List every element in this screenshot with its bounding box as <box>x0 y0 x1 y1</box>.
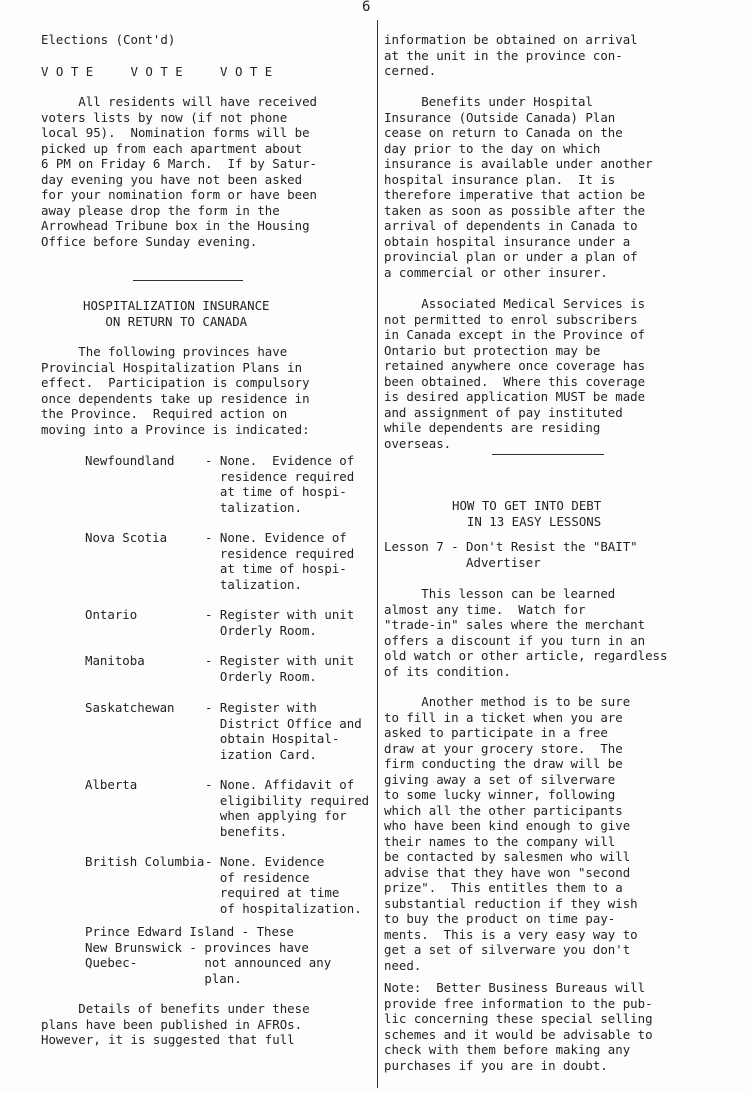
continuation-paragraph: information be obtained on arrival at the unit in the province con- cerned. <box>384 32 638 78</box>
province-requirement: - Register with District Office and obtain Hospital- ization Card. <box>205 700 362 762</box>
province-name: Saskatchewan <box>85 700 175 715</box>
page-number: 6 <box>362 0 371 15</box>
elections-paragraph: All residents will have received voters lists by now (if not phone local 95). Nomination forms will be picked up from each apartment about 6 PM on Friday 6 March. If by Satur- day evening you have not been asked for your nomination form or have been away please drop the form in the Arrowhead Tribune box in the Housing Office before Sunday evening. <box>41 94 318 249</box>
lesson-paragraph-2: Another method is to be sure to fill in a ticket when you are asked to participate in a free draw at your grocery store. The firm conducting the draw will be giving away a set of silverware to some lucky winner, following which all the other participants who have been kind enough to give their names to the company will be contacted by salesmen who will advise that they have won "second prize". This entitles them to a substantial reduction if they wish to buy the product on time pay- ments. This is a very easy way to get a set of silverware you don't need. <box>384 694 638 973</box>
hospitalization-intro: The following provinces have Provincial Hospitalization Plans in effect. Participation is compulsory once dependents take up residence in the Province. Required action on moving into a Province is indicated: <box>41 344 310 437</box>
province-name: British Columbia <box>85 854 205 869</box>
province-requirement: - Register with unit Orderly Room. <box>205 653 355 684</box>
details-paragraph: Details of benefits under these plans have been published in AFROs. However, it is suggested that full <box>41 1001 310 1047</box>
hospitalization-heading: HOSPITALIZATION INSURANCE ON RETURN TO CANADA <box>83 298 270 329</box>
province-name: Alberta <box>85 777 138 792</box>
vote-line: V O T E V O T E V O T E <box>41 64 273 79</box>
province-name: Newfoundland <box>85 453 175 468</box>
benefits-paragraph: Benefits under Hospital Insurance (Outside Canada) Plan cease on return to Canada on the day prior to the day on which insurance is available under another hospital insurance plan. It is therefore imperative that action be taken as soon as possible after the arrival of dependents in Canada to obtain hospital insurance under a provincial plan or under a plan of a commercial or other insurer. <box>384 94 653 280</box>
section-divider <box>492 454 604 455</box>
section-title: Elections (Cont'd) <box>41 32 176 47</box>
lesson-paragraph-1: This lesson can be learned almost any time. Watch for "trade-in" sales where the merchant offers a discount if you turn in an old watch or other article, regardless of its condition. <box>384 586 668 679</box>
province-name: Nova Scotia <box>85 530 168 545</box>
province-requirement: - Register with unit Orderly Room. <box>205 607 355 638</box>
province-requirement: - None. Affidavit of eligibility required when applying for benefits. <box>205 777 370 839</box>
province-name: Ontario <box>85 607 138 622</box>
note-paragraph: Note: Better Business Bureaus will provide free information to the pub- lic concerning these special selling schemes and it would be advisable to check with them before making any purchases if you are in doubt. <box>384 980 653 1073</box>
debt-heading: HOW TO GET INTO DEBT IN 13 EASY LESSONS <box>452 498 602 529</box>
column-divider <box>377 20 378 1088</box>
other-provinces: Prince Edward Island - These New Brunswick - provinces have Quebec- not announced any plan. <box>85 924 332 986</box>
province-requirement: - None. Evidence of residence required at time of hospitalization. <box>205 854 362 916</box>
section-divider <box>133 280 243 281</box>
province-requirement: - None. Evidence of residence required at time of hospi- talization. <box>205 453 355 515</box>
ams-paragraph: Associated Medical Services is not permitted to enrol subscribers in Canada except in the Province of Ontario but protection may be retained anywhere once coverage has been obtained. Where this coverage is desired application MUST be made and assignment of pay instituted while dependents are residing overseas. <box>384 296 646 451</box>
lesson-title: Lesson 7 - Don't Resist the "BAIT" Advertiser <box>384 539 638 570</box>
province-name: Manitoba <box>85 653 145 668</box>
province-requirement: - None. Evidence of residence required at time of hospi- talization. <box>205 530 355 592</box>
